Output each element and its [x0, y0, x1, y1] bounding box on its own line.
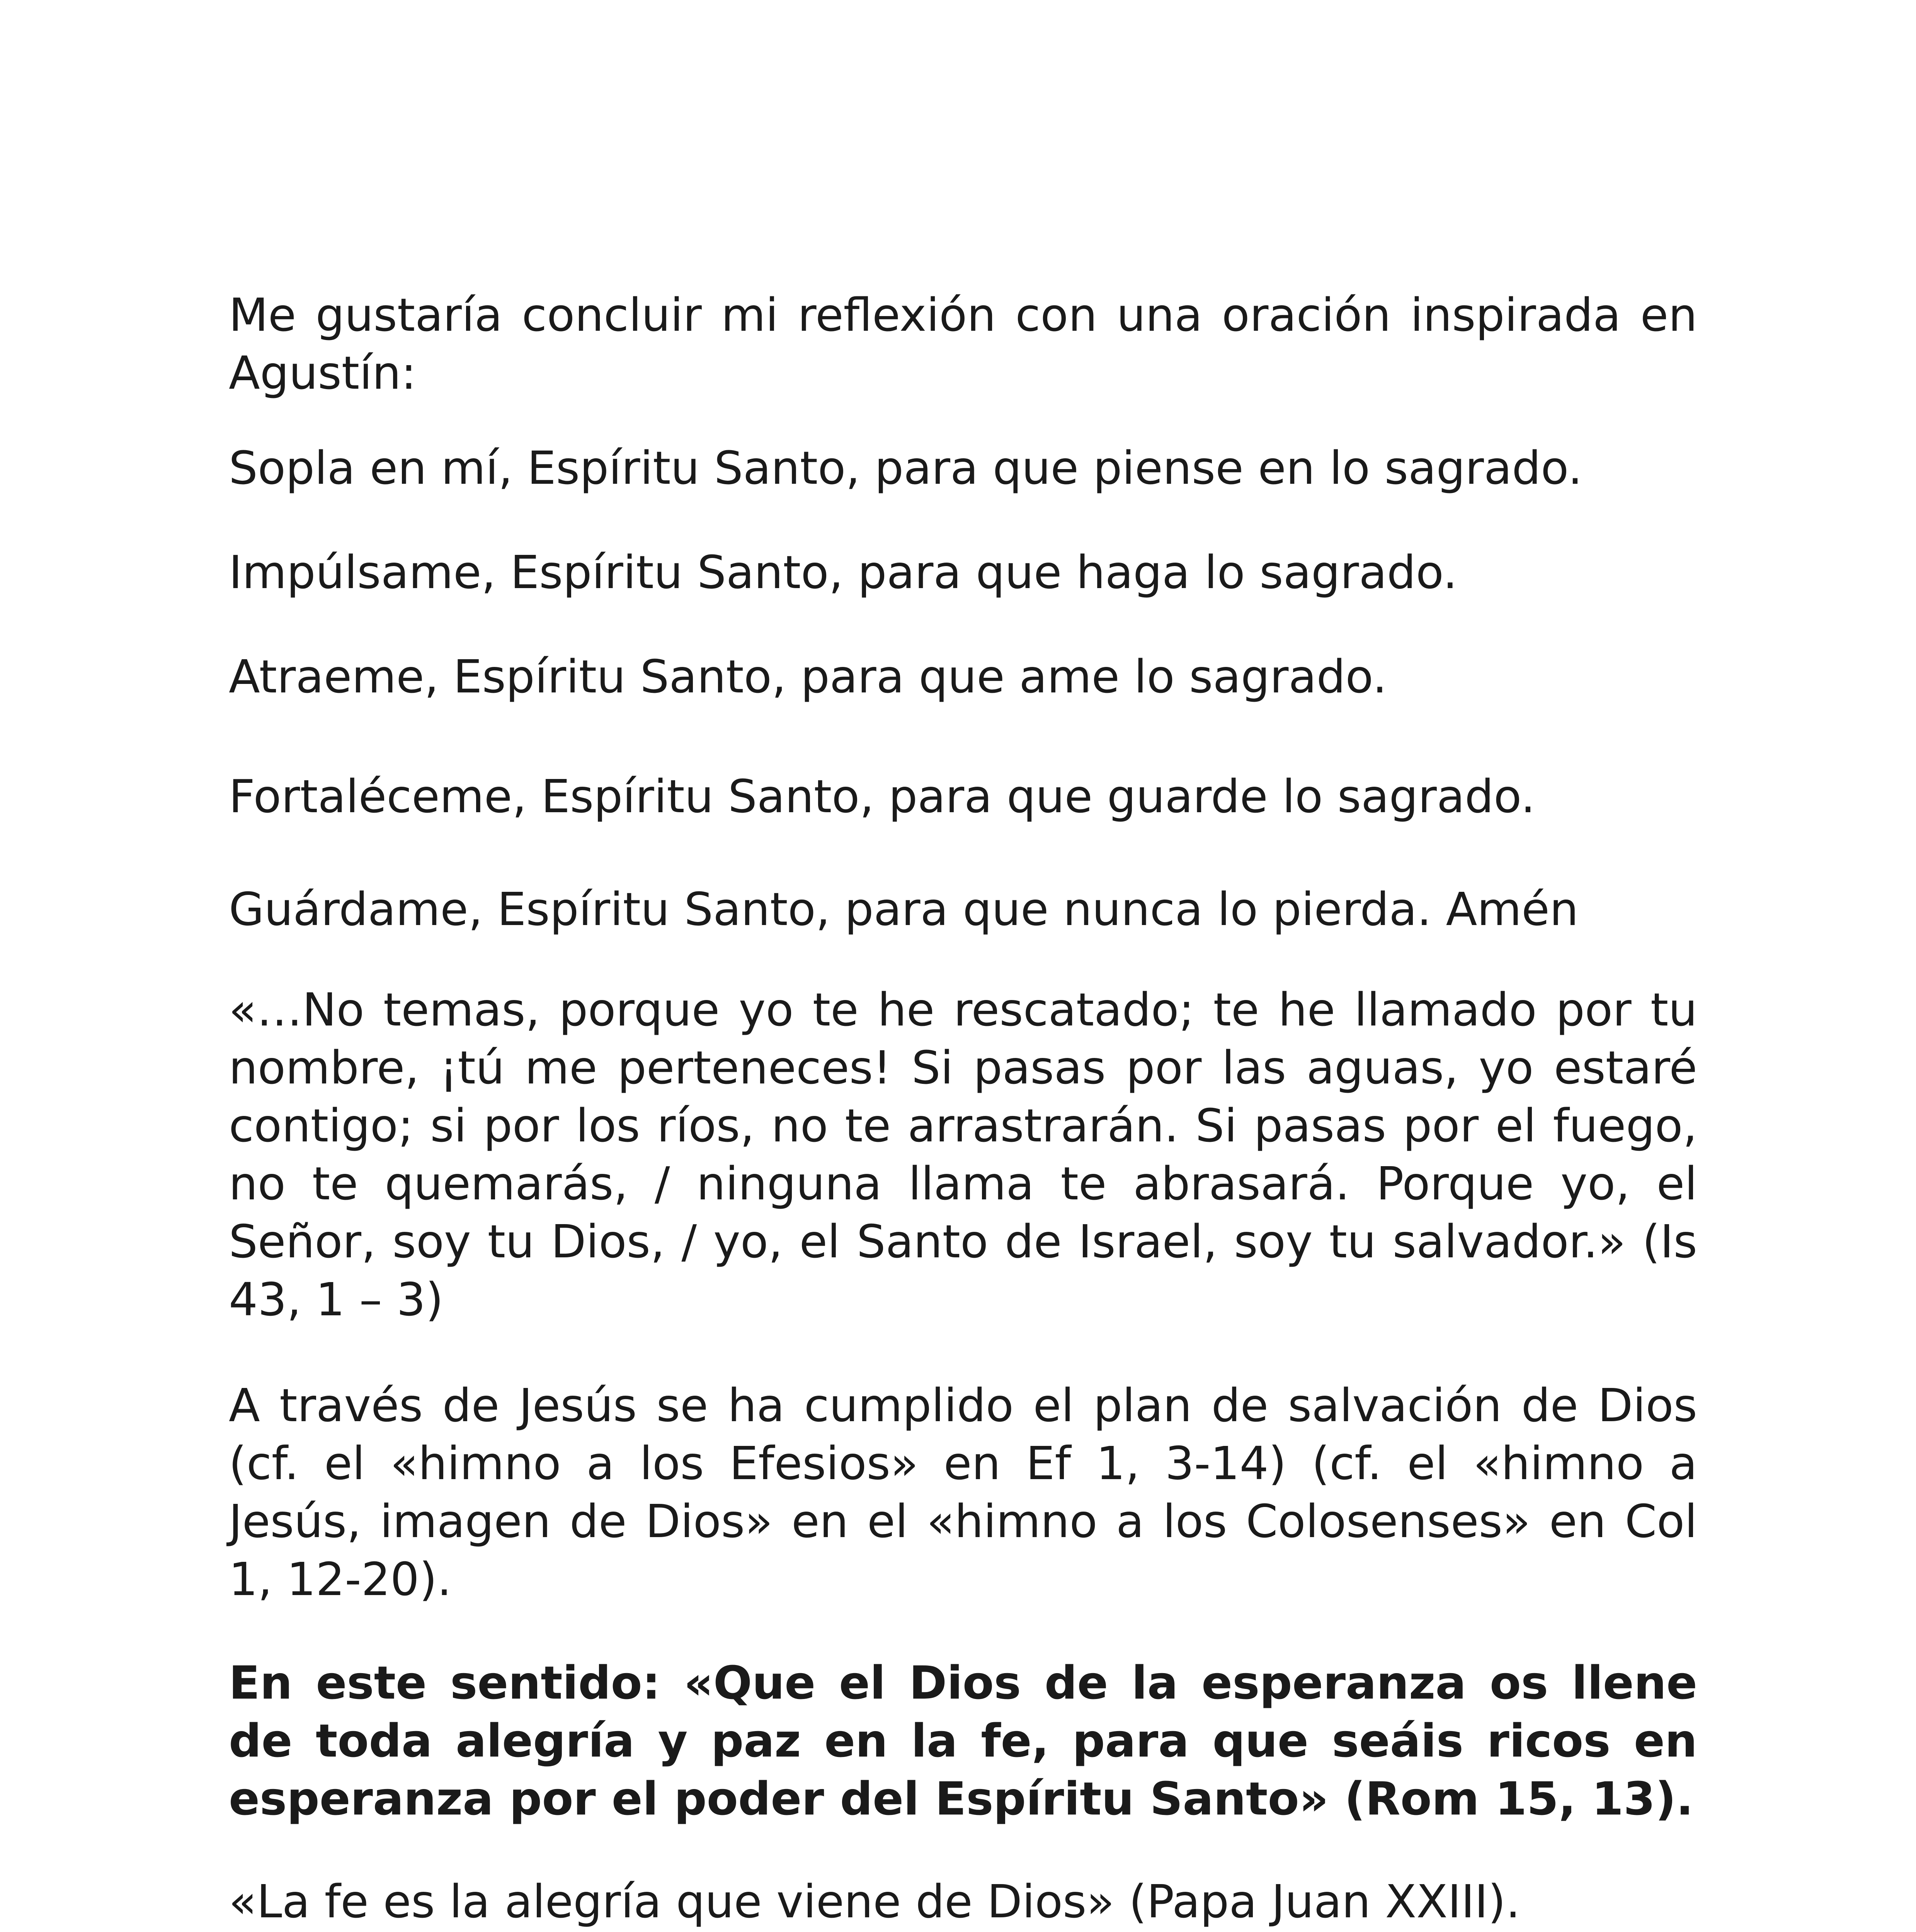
- prayer-line-4: Fortaléceme, Espíritu Santo, para que guarde lo sagrado.: [229, 770, 1535, 823]
- paragraph-romans-quote: En este sentido: «Que el Dios de la esperanza os llene de toda alegría y paz en la fe, para que seáis ricos en esperanza por el poder del Espíritu Santo» (Rom 15, 13).: [229, 1656, 1697, 1825]
- prayer-line-3: Atraeme, Espíritu Santo, para que ame lo sagrado.: [229, 650, 1387, 703]
- paragraph-intro: Me gustaría concluir mi reflexión con una oración inspirada en Agustín:: [229, 288, 1697, 400]
- page-body: [229, 286, 1697, 1932]
- paragraph-isaiah-quote: «…No temas, porque yo te he rescatado; te he llamado por tu nombre, ¡tú me perteneces! Si pasas por las aguas, yo estaré contigo; si por los ríos, no te arrastrarán. Si pasas por el fuego, no te quemarás, / ninguna llama te abrasará. Porque yo, el Señor, soy tu Dios, / yo, el Santo de Israel, soy tu salvador.» (Is 43, 1 – 3): [229, 983, 1697, 1326]
- paragraph-john-xxiii-quote: «La fe es la alegría que viene de Dios» (Papa Juan XXIII).: [229, 1875, 1520, 1928]
- prayer-line-1: Sopla en mí, Espíritu Santo, para que piense en lo sagrado.: [229, 441, 1582, 495]
- prayer-line-2: Impúlsame, Espíritu Santo, para que haga lo sagrado.: [229, 546, 1458, 599]
- paragraph-salvation-plan: A través de Jesús se ha cumplido el plan de salvación de Dios (cf. el «himno a los Efesios» en Ef 1, 3-14) (cf. el «himno a Jesús, imagen de Dios» en el «himno a los Colosenses» en Col 1, 12-20).: [229, 1379, 1697, 1606]
- prayer-line-5: Guárdame, Espíritu Santo, para que nunca lo pierda. Amén: [229, 883, 1579, 936]
